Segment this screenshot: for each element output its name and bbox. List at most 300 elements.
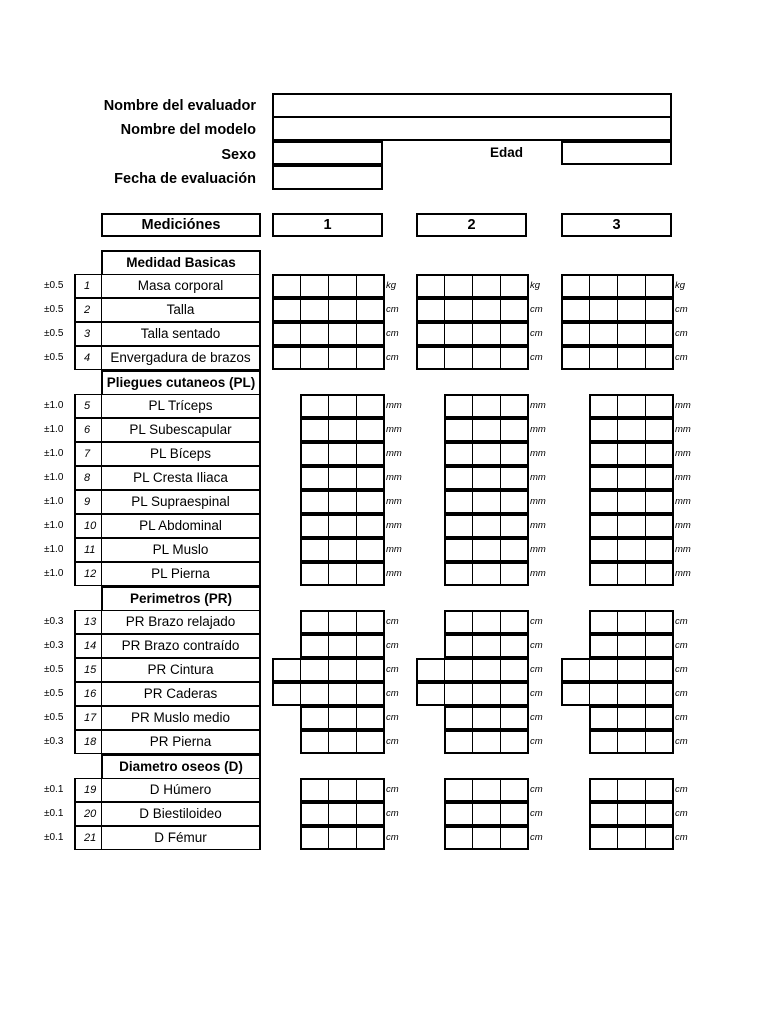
digit-cell[interactable] [645,346,674,370]
measurement-name: PR Pierna [101,730,261,754]
digit-cell[interactable] [589,682,618,706]
digit-cell[interactable] [472,322,501,346]
digit-cell[interactable] [356,778,385,802]
digit-cell[interactable] [272,346,301,370]
digit-cell[interactable] [356,490,385,514]
digit-cell[interactable] [272,274,301,298]
measurement-name: Talla sentado [101,322,261,346]
digit-cell[interactable] [328,346,357,370]
column-header-3: 3 [561,213,672,237]
digit-cell[interactable] [328,394,357,418]
unit-label: mm [530,496,546,507]
digit-cell[interactable] [500,730,529,754]
unit-label: cm [386,616,399,627]
row-number: 1 [74,274,102,298]
digit-cell[interactable] [589,442,618,466]
digit-cell[interactable] [617,706,646,730]
digit-cell[interactable] [328,706,357,730]
digit-cell[interactable] [300,442,329,466]
digit-cell[interactable] [444,298,473,322]
unit-label: mm [675,496,691,507]
unit-label: cm [675,664,688,675]
evaluator-label: Nombre del evaluador [103,98,256,114]
tolerance-label: ±1.0 [44,568,64,579]
digit-cell[interactable] [645,394,674,418]
row-number: 21 [74,826,102,850]
row-number: 19 [74,778,102,802]
unit-label: mm [386,400,402,411]
digit-cell[interactable] [500,394,529,418]
digit-cell[interactable] [300,778,329,802]
digit-cell[interactable] [589,346,618,370]
measurement-name: PL Abdominal [101,514,261,538]
digit-cell[interactable] [300,706,329,730]
digit-cell[interactable] [500,490,529,514]
digit-cell[interactable] [589,490,618,514]
digit-cell[interactable] [328,778,357,802]
digit-cell[interactable] [328,802,357,826]
row-number: 12 [74,562,102,586]
unit-label: mm [530,568,546,579]
tolerance-label: ±1.0 [44,544,64,555]
digit-cell[interactable] [500,634,529,658]
unit-label: cm [386,736,399,747]
age-field[interactable] [561,141,672,165]
digit-cell[interactable] [472,802,501,826]
digit-cell[interactable] [589,322,618,346]
unit-label: cm [530,712,543,723]
digit-cell[interactable] [645,706,674,730]
unit-label: cm [675,784,688,795]
row-number: 18 [74,730,102,754]
unit-label: cm [675,640,688,651]
digit-cell[interactable] [300,418,329,442]
digit-cell[interactable] [645,562,674,586]
digit-cell[interactable] [444,634,473,658]
digit-cell[interactable] [472,466,501,490]
tolerance-label: ±0.5 [44,304,64,315]
digit-cell[interactable] [617,418,646,442]
digit-cell[interactable] [444,346,473,370]
digit-cell[interactable] [561,298,590,322]
digit-cell[interactable] [300,394,329,418]
digit-cell[interactable] [617,634,646,658]
digit-cell[interactable] [328,826,357,850]
digit-cell[interactable] [645,826,674,850]
digit-cell[interactable] [472,490,501,514]
digit-cell[interactable] [617,658,646,682]
digit-cell[interactable] [500,298,529,322]
digit-cell[interactable] [272,322,301,346]
digit-cell[interactable] [500,466,529,490]
digit-cell[interactable] [589,610,618,634]
digit-cell[interactable] [645,442,674,466]
digit-cell[interactable] [356,418,385,442]
digit-cell[interactable] [645,466,674,490]
unit-label: mm [675,472,691,483]
digit-cell[interactable] [617,538,646,562]
unit-label: mm [386,544,402,555]
digit-cell[interactable] [617,322,646,346]
digit-cell[interactable] [617,610,646,634]
tolerance-label: ±0.3 [44,616,64,627]
measurement-name: Talla [101,298,261,322]
digit-cell[interactable] [356,682,385,706]
digit-cell[interactable] [589,466,618,490]
unit-label: mm [386,496,402,507]
evaluator-name-field[interactable] [272,93,672,118]
digit-cell[interactable] [500,802,529,826]
digit-cell[interactable] [500,418,529,442]
digit-cell[interactable] [617,298,646,322]
unit-label: mm [530,400,546,411]
digit-cell[interactable] [500,610,529,634]
digit-cell[interactable] [472,658,501,682]
digit-cell[interactable] [300,346,329,370]
digit-cell[interactable] [645,322,674,346]
digit-cell[interactable] [589,658,618,682]
unit-label: cm [530,832,543,843]
unit-label: cm [675,736,688,747]
digit-cell[interactable] [356,802,385,826]
digit-cell[interactable] [356,274,385,298]
unit-label: cm [386,712,399,723]
tolerance-label: ±0.5 [44,352,64,363]
unit-label: cm [530,304,543,315]
digit-cell[interactable] [416,658,445,682]
digit-cell[interactable] [645,514,674,538]
digit-cell[interactable] [472,538,501,562]
unit-label: cm [530,664,543,675]
unit-label: cm [386,352,399,363]
unit-label: cm [530,328,543,339]
digit-cell[interactable] [645,418,674,442]
unit-label: cm [675,304,688,315]
digit-cell[interactable] [617,562,646,586]
digit-cell[interactable] [356,706,385,730]
date-field[interactable] [272,165,383,190]
unit-label: mm [386,424,402,435]
digit-cell[interactable] [328,538,357,562]
digit-cell[interactable] [617,274,646,298]
digit-cell[interactable] [617,394,646,418]
digit-cell[interactable] [472,730,501,754]
tolerance-label: ±0.1 [44,808,64,819]
row-number: 7 [74,442,102,466]
digit-cell[interactable] [444,730,473,754]
digit-cell[interactable] [328,562,357,586]
digit-cell[interactable] [328,442,357,466]
digit-cell[interactable] [300,658,329,682]
digit-cell[interactable] [617,826,646,850]
digit-cell[interactable] [589,730,618,754]
digit-cell[interactable] [328,658,357,682]
digit-cell[interactable] [589,298,618,322]
digit-cell[interactable] [617,514,646,538]
digit-cell[interactable] [500,826,529,850]
digit-cell[interactable] [328,418,357,442]
digit-cell[interactable] [328,634,357,658]
digit-cell[interactable] [500,538,529,562]
digit-cell[interactable] [589,514,618,538]
tolerance-label: ±1.0 [44,520,64,531]
digit-cell[interactable] [328,490,357,514]
digit-cell[interactable] [300,322,329,346]
digit-cell[interactable] [561,682,590,706]
digit-cell[interactable] [617,490,646,514]
digit-cell[interactable] [645,274,674,298]
digit-cell[interactable] [356,442,385,466]
digit-cell[interactable] [356,394,385,418]
digit-cell[interactable] [416,298,445,322]
digit-cell[interactable] [617,466,646,490]
digit-cell[interactable] [472,442,501,466]
digit-cell[interactable] [300,298,329,322]
digit-cell[interactable] [500,322,529,346]
unit-label: cm [386,304,399,315]
digit-cell[interactable] [300,682,329,706]
digit-cell[interactable] [444,322,473,346]
digit-cell[interactable] [300,514,329,538]
digit-cell[interactable] [589,274,618,298]
digit-cell[interactable] [356,826,385,850]
unit-label: cm [675,616,688,627]
digit-cell[interactable] [589,634,618,658]
digit-cell[interactable] [444,490,473,514]
digit-cell[interactable] [589,706,618,730]
unit-label: mm [675,448,691,459]
digit-cell[interactable] [300,274,329,298]
digit-cell[interactable] [300,538,329,562]
tolerance-label: ±1.0 [44,400,64,411]
row-number: 8 [74,466,102,490]
digit-cell[interactable] [444,610,473,634]
tolerance-label: ±1.0 [44,472,64,483]
digit-cell[interactable] [356,346,385,370]
digit-cell[interactable] [472,514,501,538]
digit-cell[interactable] [356,634,385,658]
digit-cell[interactable] [416,682,445,706]
digit-cell[interactable] [272,682,301,706]
digit-cell[interactable] [356,730,385,754]
digit-cell[interactable] [356,322,385,346]
digit-cell[interactable] [328,298,357,322]
row-number: 9 [74,490,102,514]
digit-cell[interactable] [617,442,646,466]
digit-cell[interactable] [500,346,529,370]
measurement-name: PR Muslo medio [101,706,261,730]
digit-cell[interactable] [300,610,329,634]
digit-cell[interactable] [617,802,646,826]
digit-cell[interactable] [645,634,674,658]
measurement-name: PL Muslo [101,538,261,562]
digit-cell[interactable] [300,730,329,754]
digit-cell[interactable] [272,658,301,682]
digit-cell[interactable] [444,442,473,466]
digit-cell[interactable] [589,418,618,442]
digit-cell[interactable] [645,730,674,754]
digit-cell[interactable] [328,466,357,490]
digit-cell[interactable] [472,394,501,418]
unit-label: cm [530,688,543,699]
measurement-name: PR Brazo contraído [101,634,261,658]
digit-cell[interactable] [444,802,473,826]
digit-cell[interactable] [444,418,473,442]
tolerance-label: ±0.3 [44,736,64,747]
digit-cell[interactable] [356,466,385,490]
digit-cell[interactable] [561,658,590,682]
date-label: Fecha de evaluación [114,171,256,187]
digit-cell[interactable] [328,682,357,706]
digit-cell[interactable] [356,514,385,538]
digit-cell[interactable] [416,274,445,298]
digit-cell[interactable] [645,298,674,322]
unit-label: cm [530,736,543,747]
digit-cell[interactable] [645,658,674,682]
digit-cell[interactable] [472,274,501,298]
digit-cell[interactable] [444,562,473,586]
measurement-name: PL Bíceps [101,442,261,466]
digit-cell[interactable] [416,346,445,370]
row-number: 13 [74,610,102,634]
digit-cell[interactable] [300,826,329,850]
row-number: 20 [74,802,102,826]
unit-label: cm [530,808,543,819]
digit-cell[interactable] [645,538,674,562]
tolerance-label: ±1.0 [44,496,64,507]
digit-cell[interactable] [589,562,618,586]
model-name-field[interactable] [272,116,672,141]
digit-cell[interactable] [472,418,501,442]
digit-cell[interactable] [472,826,501,850]
digit-cell[interactable] [561,322,590,346]
unit-label: mm [530,544,546,555]
digit-cell[interactable] [356,298,385,322]
digit-cell[interactable] [589,826,618,850]
digit-cell[interactable] [617,778,646,802]
digit-cell[interactable] [444,706,473,730]
section-title: Medidad Basicas [101,250,261,274]
digit-cell[interactable] [589,538,618,562]
digit-cell[interactable] [300,802,329,826]
digit-cell[interactable] [444,826,473,850]
digit-cell[interactable] [328,610,357,634]
unit-label: mm [675,544,691,555]
digit-cell[interactable] [328,730,357,754]
digit-cell[interactable] [328,274,357,298]
digit-cell[interactable] [561,346,590,370]
digit-cell[interactable] [472,562,501,586]
tolerance-label: ±0.1 [44,832,64,843]
digit-cell[interactable] [617,682,646,706]
digit-cell[interactable] [645,682,674,706]
digit-cell[interactable] [472,682,501,706]
digit-cell[interactable] [500,778,529,802]
digit-cell[interactable] [500,562,529,586]
digit-cell[interactable] [645,802,674,826]
digit-cell[interactable] [328,514,357,538]
digit-cell[interactable] [444,514,473,538]
digit-cell[interactable] [444,538,473,562]
unit-label: cm [675,688,688,699]
unit-label: mm [530,472,546,483]
measurement-name: D Húmero [101,778,261,802]
digit-cell[interactable] [444,682,473,706]
digit-cell[interactable] [645,610,674,634]
row-number: 16 [74,682,102,706]
sex-label: Sexo [221,147,256,163]
digit-cell[interactable] [472,706,501,730]
digit-cell[interactable] [356,610,385,634]
row-number: 15 [74,658,102,682]
digit-cell[interactable] [444,466,473,490]
tolerance-label: ±0.5 [44,328,64,339]
digit-cell[interactable] [444,394,473,418]
age-label: Edad [490,145,524,160]
measurement-name: Envergadura de brazos [101,346,261,370]
digit-cell[interactable] [300,634,329,658]
digit-cell[interactable] [328,322,357,346]
row-number: 11 [74,538,102,562]
unit-label: cm [386,688,399,699]
digit-cell[interactable] [561,274,590,298]
unit-label: mm [530,424,546,435]
digit-cell[interactable] [500,442,529,466]
tolerance-label: ±1.0 [44,448,64,459]
digit-cell[interactable] [500,706,529,730]
digit-cell[interactable] [472,610,501,634]
digit-cell[interactable] [472,778,501,802]
digit-cell[interactable] [589,802,618,826]
unit-label: cm [675,712,688,723]
digit-cell[interactable] [272,298,301,322]
unit-label: mm [530,520,546,531]
digit-cell[interactable] [356,562,385,586]
sex-field[interactable] [272,141,383,165]
digit-cell[interactable] [300,466,329,490]
digit-cell[interactable] [500,682,529,706]
tolerance-label: ±0.5 [44,664,64,675]
measurement-name: PL Supraespinal [101,490,261,514]
digit-cell[interactable] [589,778,618,802]
digit-cell[interactable] [472,298,501,322]
section-title: Perimetros (PR) [101,586,261,610]
digit-cell[interactable] [589,394,618,418]
digit-cell[interactable] [472,346,501,370]
unit-label: cm [675,832,688,843]
digit-cell[interactable] [472,634,501,658]
digit-cell[interactable] [356,538,385,562]
measurement-name: PR Brazo relajado [101,610,261,634]
digit-cell[interactable] [645,490,674,514]
digit-cell[interactable] [300,562,329,586]
digit-cell[interactable] [617,730,646,754]
digit-cell[interactable] [500,274,529,298]
digit-cell[interactable] [444,658,473,682]
digit-cell[interactable] [356,658,385,682]
unit-label: cm [386,784,399,795]
digit-cell[interactable] [500,658,529,682]
digit-cell[interactable] [645,778,674,802]
unit-label: cm [530,352,543,363]
digit-cell[interactable] [300,490,329,514]
unit-label: kg [675,280,686,291]
digit-cell[interactable] [444,778,473,802]
digit-cell[interactable] [444,274,473,298]
digit-cell[interactable] [500,514,529,538]
digit-cell[interactable] [617,346,646,370]
digit-cell[interactable] [416,322,445,346]
